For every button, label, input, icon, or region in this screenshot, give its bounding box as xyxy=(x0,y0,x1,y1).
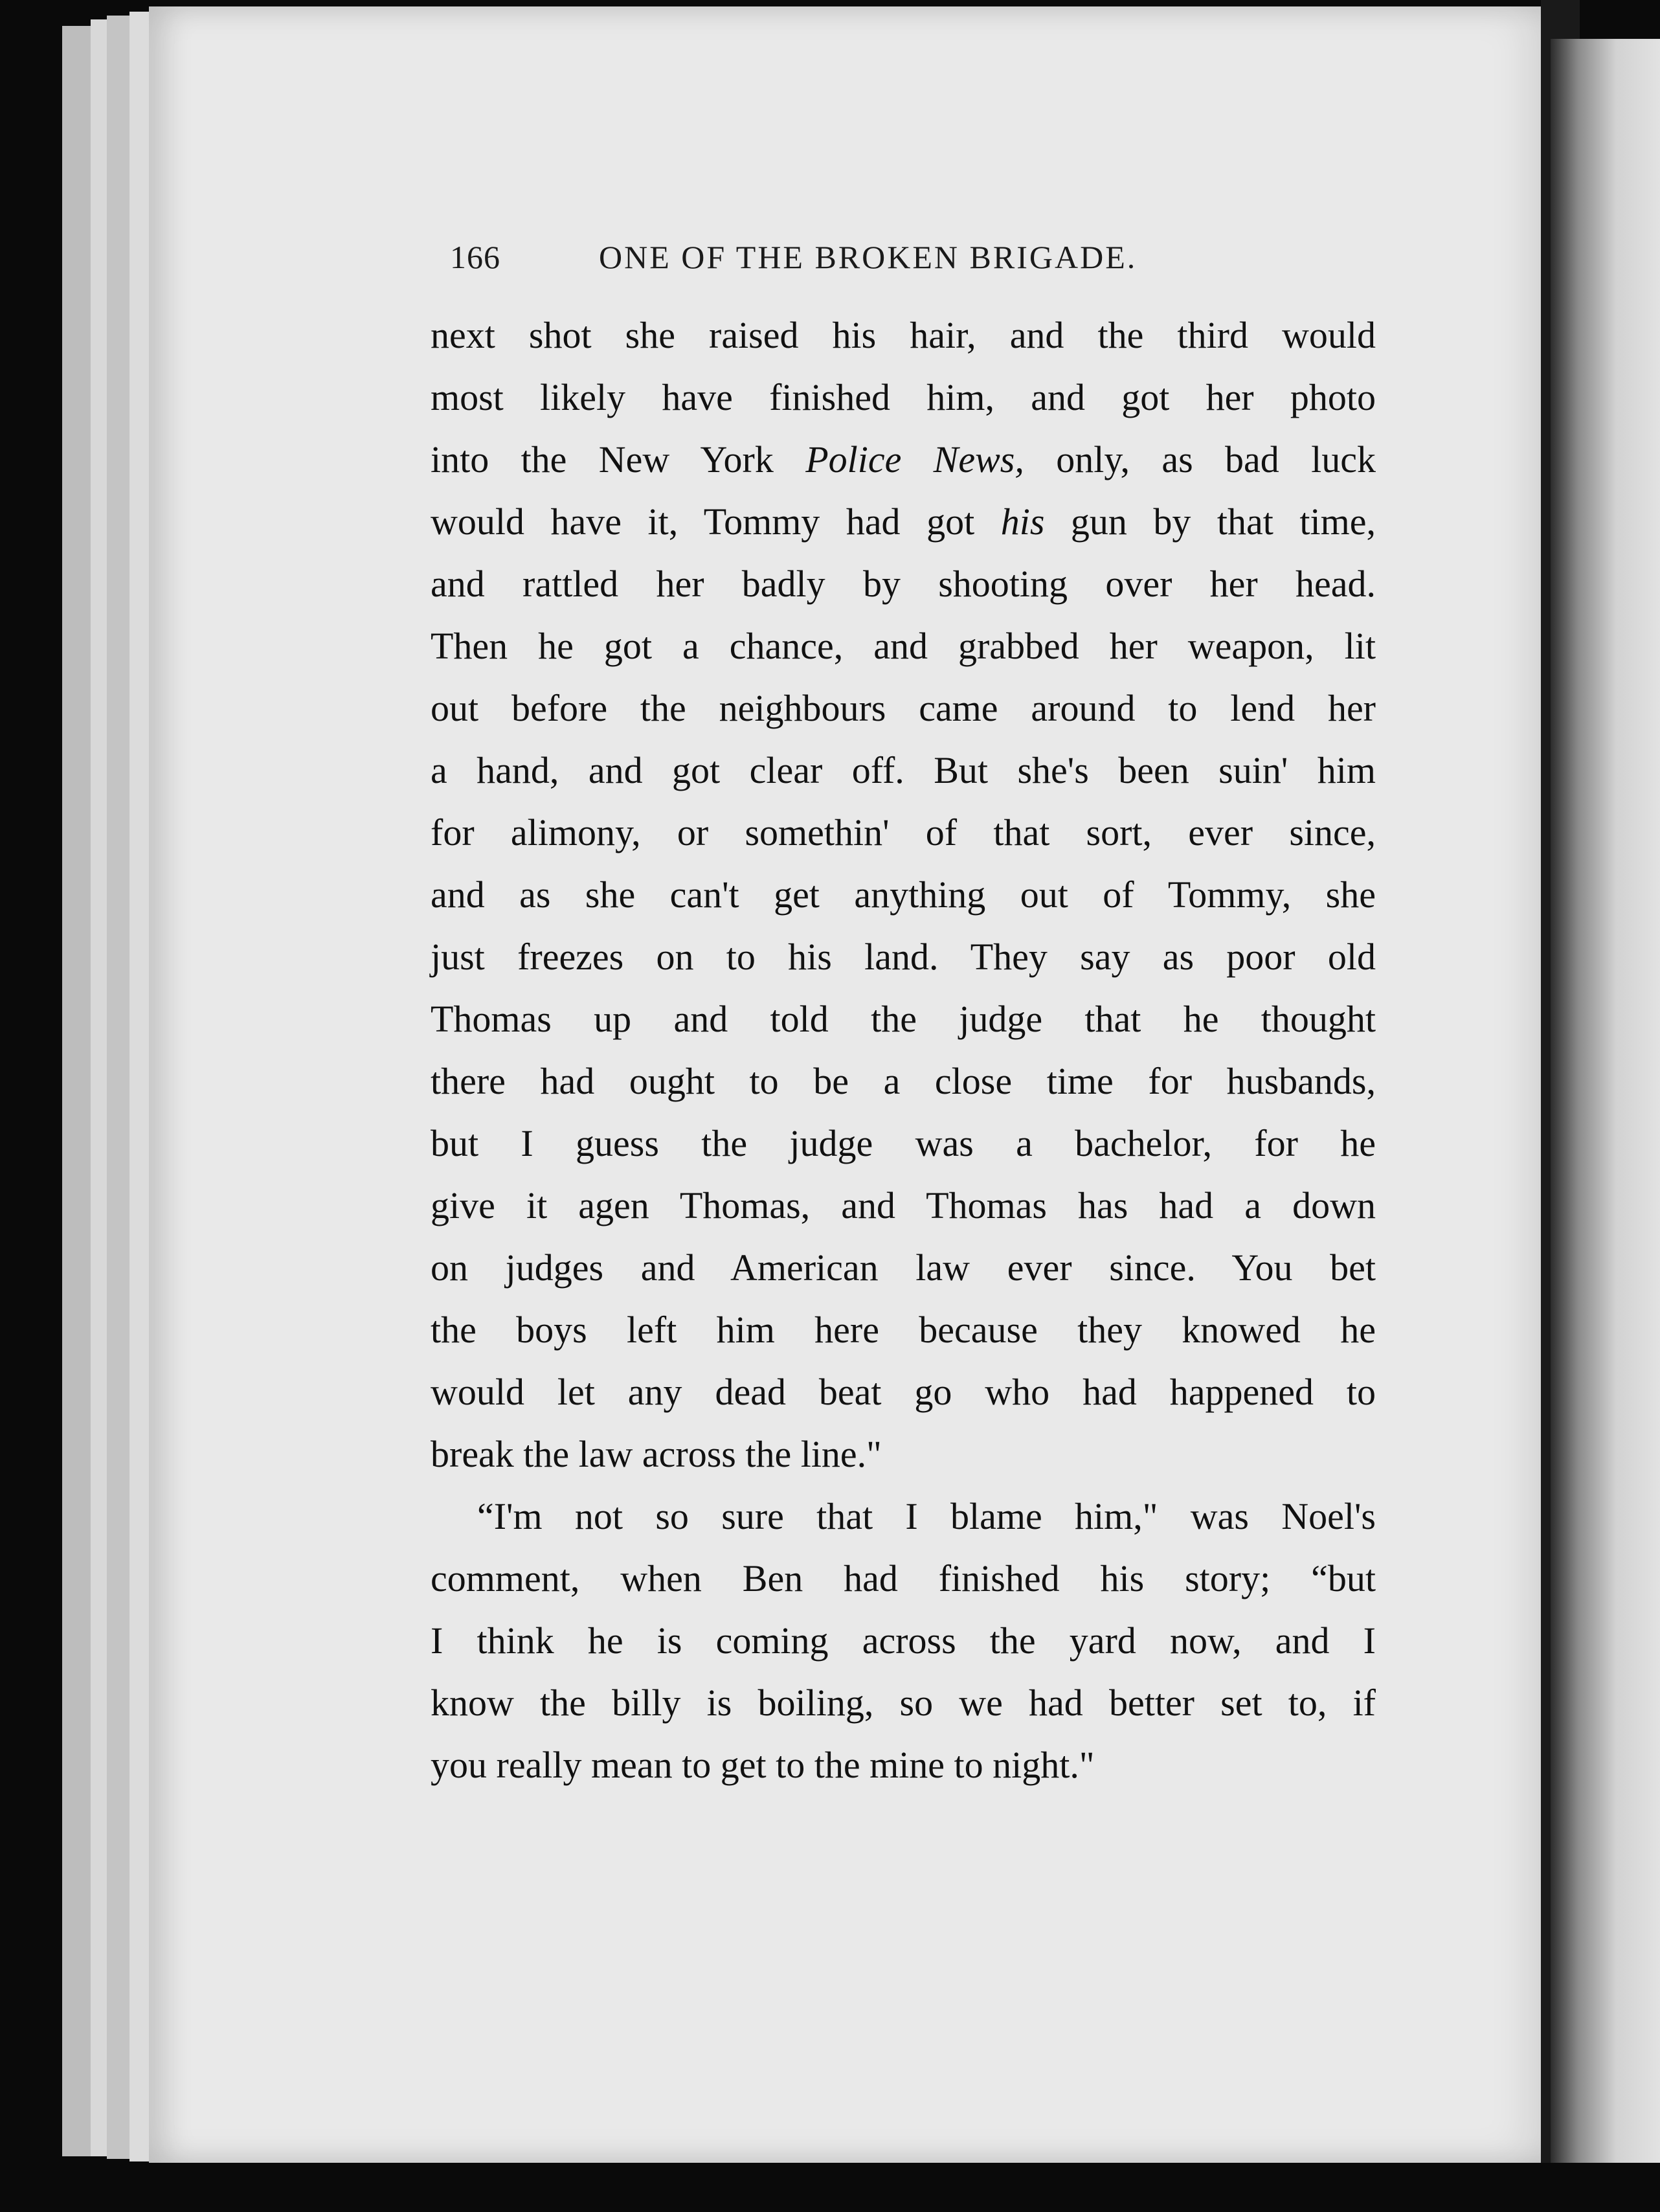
text-line: “I'm not so sure that I blame him," was Noel's xyxy=(477,1495,1376,1537)
text-line: a hand, and got clear off. But she's been suin' him xyxy=(431,749,1376,791)
text-line: Thomas up and told the judge that he thought xyxy=(431,998,1376,1040)
body-text xyxy=(431,304,1376,1796)
running-title: ONE OF THE BROKEN BRIGADE. xyxy=(599,239,1138,275)
text-line: comment, when Ben had finished his story; “but xyxy=(431,1557,1376,1599)
text-line: I think he is coming across the yard now, and I xyxy=(431,1620,1376,1662)
scan-bottom-border xyxy=(0,2163,1660,2212)
text-line: next shot she raised his hair, and the third would xyxy=(431,314,1376,356)
text-line: would let any dead beat go who had happened to xyxy=(431,1371,1376,1413)
text-line: out before the neighbours came around to lend her xyxy=(431,687,1376,729)
text-line: the boys left him here because they knowed he xyxy=(431,1309,1376,1351)
italic-text: Police News, xyxy=(805,438,1024,480)
text-line: and rattled her badly by shooting over her head. xyxy=(431,563,1376,605)
text-line: you really mean to get to the mine to night." xyxy=(431,1744,1095,1786)
adjacent-page-sliver xyxy=(1551,39,1660,2176)
text-line: break the law across the line." xyxy=(431,1433,882,1475)
text-line: know the billy is boiling, so we had better set to, if xyxy=(431,1682,1376,1724)
italic-text: his xyxy=(1000,501,1045,543)
text-line: give it agen Thomas, and Thomas has had a down xyxy=(431,1184,1376,1226)
text-line: and as she can't get anything out of Tommy, she xyxy=(431,874,1376,916)
text-line: for alimony, or somethin' of that sort, ever since, xyxy=(431,811,1376,853)
text-line: most likely have finished him, and got her photo xyxy=(431,376,1376,418)
text-line: would have it, Tommy had got his gun by that time, xyxy=(431,501,1376,543)
running-header xyxy=(450,238,1227,290)
text-line: but I guess the judge was a bachelor, for he xyxy=(431,1122,1376,1164)
text-line: just freezes on to his land. They say as poor old xyxy=(431,936,1376,978)
text-line: Then he got a chance, and grabbed her weapon, lit xyxy=(431,625,1376,667)
text-line: on judges and American law ever since. You bet xyxy=(431,1247,1376,1289)
text-line: into the New York Police News, only, as bad luck xyxy=(431,438,1376,480)
page-number: 166 xyxy=(450,239,500,275)
text-line: there had ought to be a close time for husbands, xyxy=(431,1060,1376,1102)
